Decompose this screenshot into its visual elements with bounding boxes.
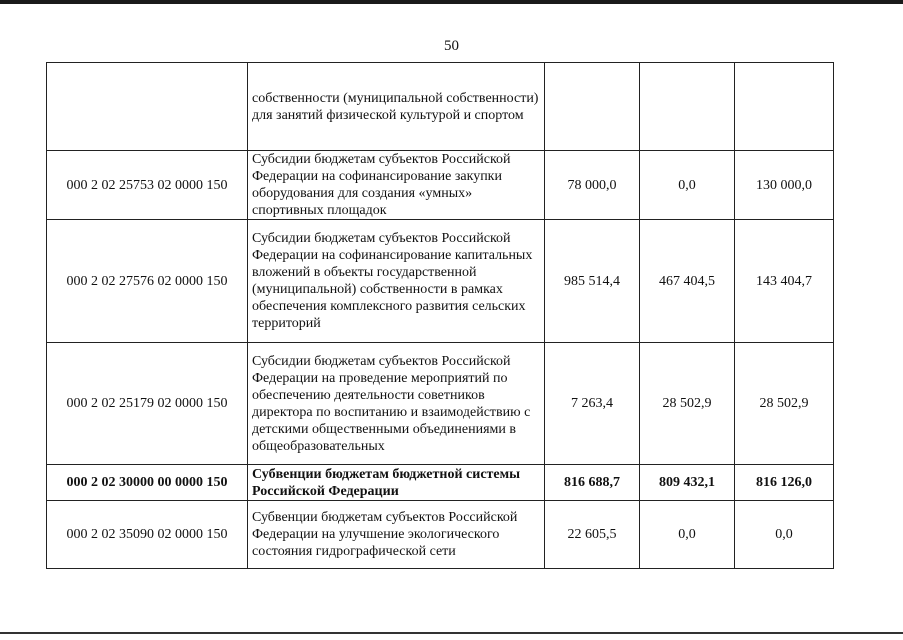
- description-cell: Субвенции бюджетам бюджетной системы Российской Федерации: [248, 465, 545, 501]
- table-row: [47, 220, 834, 343]
- budget-code-cell: [47, 63, 248, 151]
- value-cell-year-3: 130 000,0: [735, 151, 834, 220]
- description-cell: Субсидии бюджетам субъектов Российской Федерации на софинансирование капитальных вложений в объекты государственной (муниципальной) собственности в рамках обеспечения комплексного развития сельских территорий: [248, 220, 545, 343]
- page-number: 50: [444, 38, 459, 54]
- value-cell-year-1: 985 514,4: [545, 220, 640, 343]
- budget-code-cell: 000 2 02 27576 02 0000 150: [47, 220, 248, 343]
- table-row-total: [47, 465, 834, 501]
- value-cell-year-1: [545, 63, 640, 151]
- table-row: [47, 151, 834, 220]
- value-cell-year-3: 816 126,0: [735, 465, 834, 501]
- description-cell: собственности (муниципальной собственности) для занятий физической культурой и спортом: [248, 63, 545, 151]
- budget-code-cell: 000 2 02 25753 02 0000 150: [47, 151, 248, 220]
- budget-code-cell: 000 2 02 25179 02 0000 150: [47, 343, 248, 465]
- value-cell-year-2: 0,0: [640, 151, 735, 220]
- budget-table: [46, 62, 834, 569]
- value-cell-year-3: 143 404,7: [735, 220, 834, 343]
- budget-code-cell: 000 2 02 30000 00 0000 150: [47, 465, 248, 501]
- table-row: [47, 63, 834, 151]
- value-cell-year-2: [640, 63, 735, 151]
- value-cell-year-3: 28 502,9: [735, 343, 834, 465]
- table-row: [47, 501, 834, 569]
- value-cell-year-1: 7 263,4: [545, 343, 640, 465]
- bottom-border-rule: [0, 632, 903, 634]
- table-row: [47, 343, 834, 465]
- value-cell-year-3: 0,0: [735, 501, 834, 569]
- top-border-rule: [0, 0, 903, 4]
- description-cell: Субсидии бюджетам субъектов Российской Федерации на софинансирование закупки оборудования для создания «умных» спортивных площадок: [248, 151, 545, 220]
- description-cell: Субсидии бюджетам субъектов Российской Федерации на проведение мероприятий по обеспечению деятельности советников директора по воспитанию и взаимодействию с детскими общественными объединениями в общеобразовательных: [248, 343, 545, 465]
- budget-code-cell: 000 2 02 35090 02 0000 150: [47, 501, 248, 569]
- value-cell-year-1: 78 000,0: [545, 151, 640, 220]
- description-cell: Субвенции бюджетам субъектов Российской Федерации на улучшение экологического состояния гидрографической сети: [248, 501, 545, 569]
- value-cell-year-1: 22 605,5: [545, 501, 640, 569]
- value-cell-year-1: 816 688,7: [545, 465, 640, 501]
- value-cell-year-3: [735, 63, 834, 151]
- value-cell-year-2: 28 502,9: [640, 343, 735, 465]
- value-cell-year-2: 809 432,1: [640, 465, 735, 501]
- value-cell-year-2: 0,0: [640, 501, 735, 569]
- value-cell-year-2: 467 404,5: [640, 220, 735, 343]
